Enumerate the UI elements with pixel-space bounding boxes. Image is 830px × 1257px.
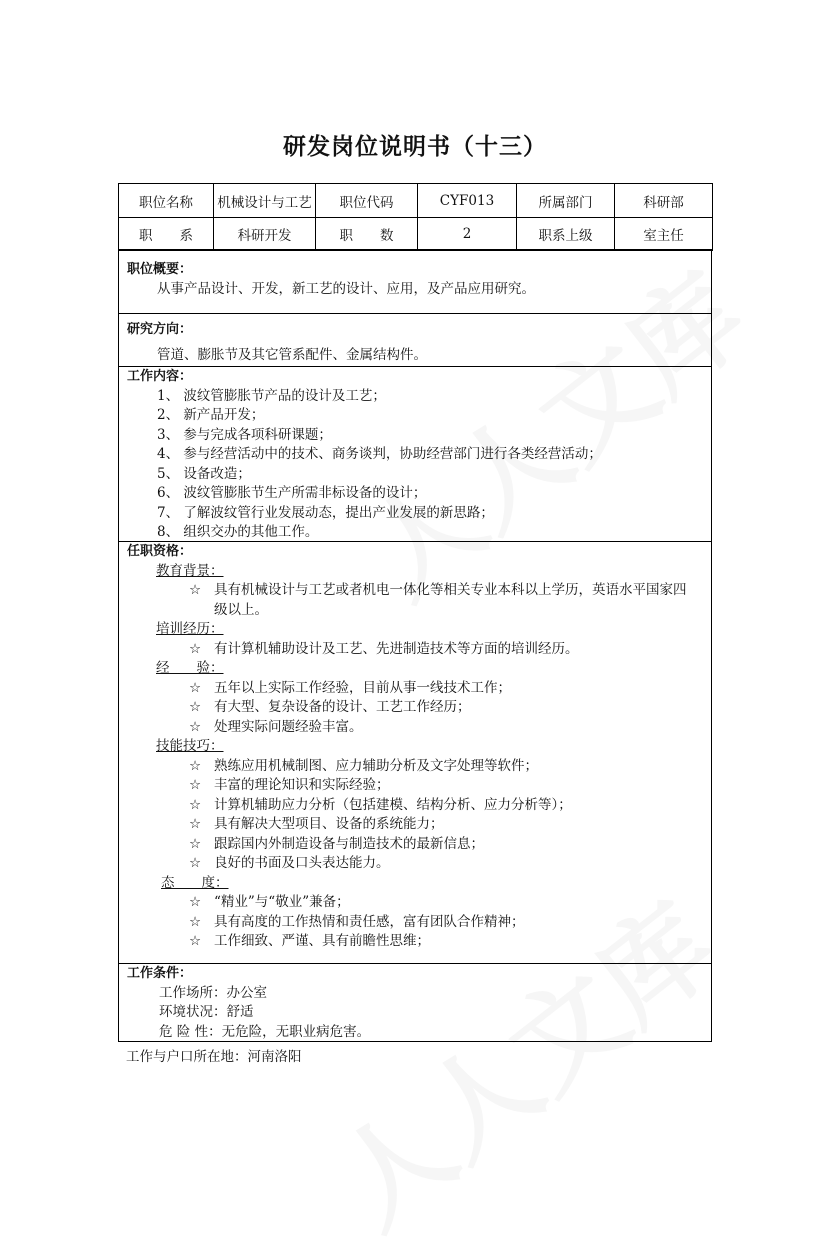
attitude-label: 态 度： (161, 874, 229, 891)
research-section (118, 313, 712, 367)
list-item: ☆ 工作细致、严谨、具有前瞻性思维； (119, 932, 711, 952)
star-icon: ☆ (189, 777, 202, 793)
list-item: 2、 新产品开发； (157, 407, 265, 423)
list-item: ☆ 五年以上实际工作经验，目前从事一线技术工作； (119, 679, 711, 699)
value-department: 科研部 (615, 184, 713, 218)
value-position-code: CYF013 (418, 184, 517, 218)
star-icon: ☆ (189, 913, 202, 930)
label-job-family: 职 系 (119, 218, 214, 251)
label-superior: 职系上级 (517, 218, 615, 251)
star-icon: ☆ (189, 699, 202, 715)
star-icon: ☆ (189, 894, 202, 910)
work-heading: 工作内容： (127, 369, 193, 384)
position-header-table (118, 183, 713, 251)
value-headcount: 2 (418, 218, 517, 251)
star-icon: ☆ (189, 933, 202, 949)
header-row (119, 184, 713, 218)
summary-heading: 职位概要： (127, 262, 193, 277)
label-department: 所属部门 (517, 184, 615, 218)
skills-label: 技能技巧： (156, 738, 224, 754)
list-item: ☆ 具有高度的工作热情和责任感，富有团队合作精神； (119, 913, 711, 933)
training-label: 培训经历： (156, 621, 224, 637)
qualifications-section (118, 541, 712, 964)
star-icon: ☆ (189, 835, 202, 852)
page-title: 研发岗位说明书（十三） (283, 134, 547, 160)
star-icon: ☆ (189, 679, 202, 696)
value-job-family: 科研开发 (214, 218, 316, 251)
experience-label: 经 验： (156, 660, 224, 676)
list-item: ☆ 熟练应用机械制图、应力辅助分析及文字处理等软件； (119, 757, 711, 777)
list-item: ☆ “精业”与“敬业”兼备； (119, 893, 711, 913)
list-item: 环境状况：舒适 (159, 1004, 254, 1020)
education-label: 教育背景： (156, 562, 224, 579)
list-item: 1、 波纹管膨胀节产品的设计及工艺； (157, 387, 386, 404)
label-position-code: 职位代码 (316, 184, 418, 218)
star-icon: ☆ (189, 796, 202, 813)
list-item: 危 险 性：无危险，无职业病危害。 (159, 1023, 371, 1040)
star-icon: ☆ (189, 718, 202, 735)
list-item: ☆ 具有解决大型项目、设备的系统能力； (119, 815, 711, 835)
star-icon: ☆ (189, 855, 202, 871)
list-item: 4、 参与经营活动中的技术、商务谈判，协助经营部门进行各类经营活动； (157, 446, 602, 462)
header-row (119, 218, 713, 251)
list-item: 5、 设备改造； (157, 465, 251, 482)
summary-text: 从事产品设计、开发，新工艺的设计、应用，及产品应用研究。 (157, 280, 535, 297)
conditions-heading: 工作条件： (127, 966, 193, 981)
list-item: ☆ 具有机械设计与工艺或者机电一体化等相关专业本科以上学历，英语水平国家四级以上。 (119, 581, 711, 620)
work-location: 工作与户口所在地：河南洛阳 (126, 1049, 302, 1065)
star-icon: ☆ (189, 582, 202, 598)
star-icon: ☆ (189, 816, 202, 832)
label-position-name: 职位名称 (119, 184, 214, 218)
list-item: 7、 了解波纹管行业发展动态，提出产业发展的新思路； (157, 504, 494, 521)
list-item: ☆ 处理实际问题经验丰富。 (119, 718, 711, 738)
list-item: ☆ 良好的书面及口头表达能力。 (119, 854, 711, 874)
list-item: ☆ 有计算机辅助设计及工艺、先进制造技术等方面的培训经历。 (119, 640, 711, 660)
list-item: 8、 组织交办的其他工作。 (157, 524, 319, 540)
list-item: ☆ 跟踪国内外制造设备与制造技术的最新信息； (119, 835, 711, 855)
list-item: 3、 参与完成各项科研课题； (157, 426, 332, 443)
star-icon: ☆ (189, 757, 202, 774)
conditions-section (118, 963, 712, 1042)
value-position-name: 机械设计与工艺 (214, 184, 316, 218)
value-superior: 室主任 (615, 218, 713, 251)
label-headcount: 职 数 (316, 218, 418, 251)
work-section (118, 366, 712, 542)
list-item: 工作场所：办公室 (159, 984, 267, 1001)
list-item: 6、 波纹管膨胀节生产所需非标设备的设计； (157, 485, 427, 501)
list-item: ☆ 丰富的理论知识和实际经验； (119, 776, 711, 796)
summary-section (118, 249, 712, 314)
list-item: ☆ 计算机辅助应力分析（包括建模、结构分析、应力分析等）； (119, 796, 711, 816)
list-item: ☆ 有大型、复杂设备的设计、工艺工作经历； (119, 698, 711, 718)
research-text: 管道、膨胀节及其它管系配件、金属结构件。 (157, 346, 427, 363)
qualifications-heading: 任职资格： (127, 544, 193, 559)
research-heading: 研究方向： (127, 322, 193, 337)
star-icon: ☆ (189, 640, 202, 657)
